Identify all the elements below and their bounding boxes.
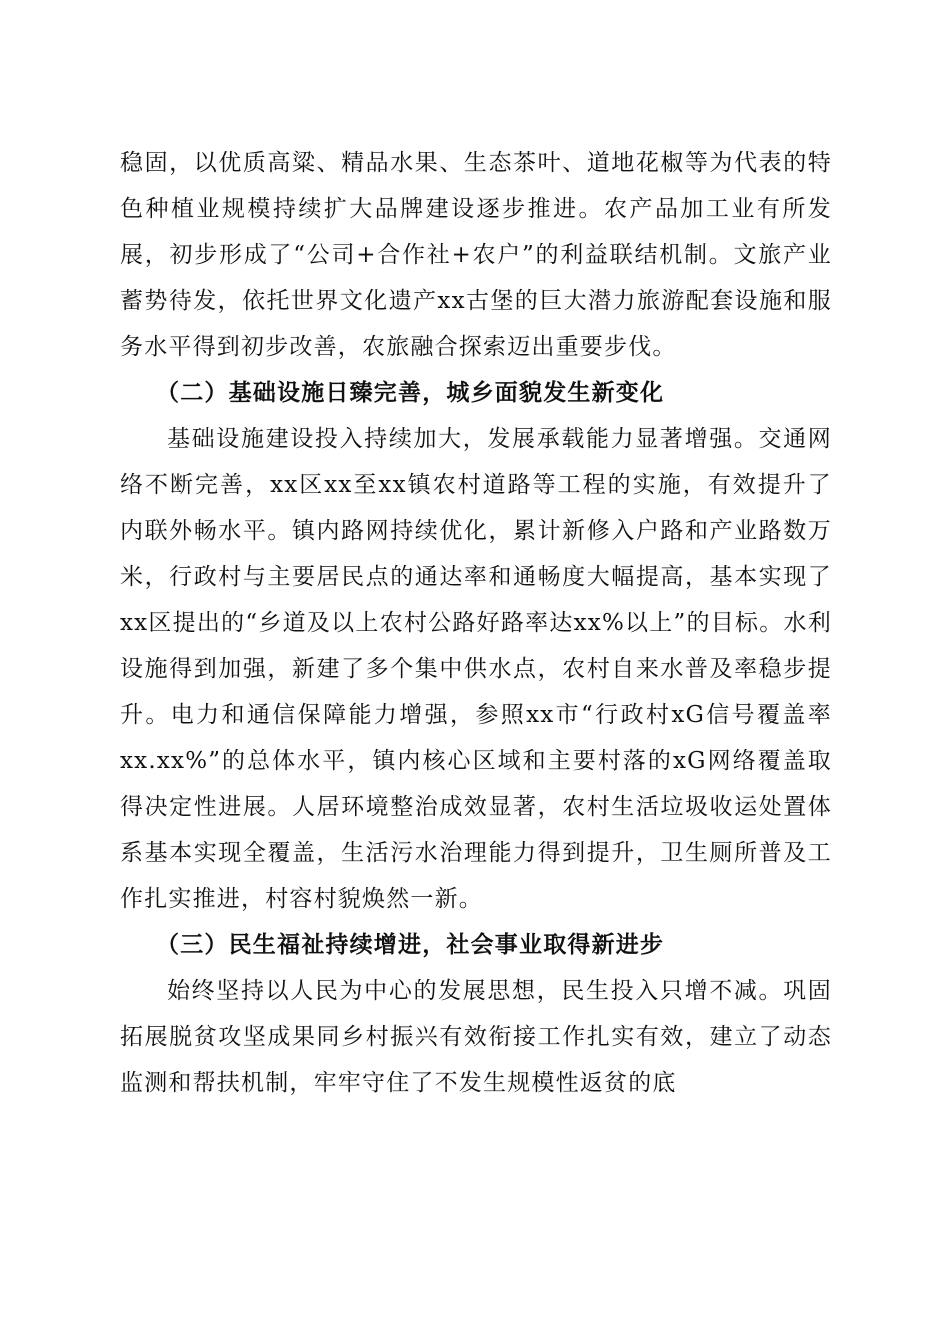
section-heading-infrastructure: （二）基础设施日臻完善，城乡面貌发生新变化 [156, 379, 665, 406]
paragraph-infrastructure: 基础设施建设投入持续加大，发展承载能力显著增强。交通网络不断完善，xx区xx至xx镇农村道路等工程的实施，有效提升了内联外畅水平。镇内路网持续优化，累计新修入户路和产业路数万米，行政村与主要居民点的通达率和通畅度大幅提高，基本实现了xx区提出的“乡道及以上农村公路好路率达xx%以上”的目标。水利设施得到加强，新建了多个集中供水点，农村自来水普及率稳步提升。电力和通信保障能力增强，参照xx市“行政村xG信号覆盖率xx.xx%”的总体水平，镇内核心区域和主要村落的xG网络覆盖取得决定性进展。人居环境整治成效显著，农村生活垃圾收运处置体系基本实现全覆盖，生活污水治理能力得到提升，卫生厕所普及工作扎实推进，村容村貌焕然一新。 [120, 426, 832, 912]
section-heading-livelihood: （三）民生福祉持续增进，社会事业取得新进步 [156, 931, 665, 958]
paragraph-livelihood: 始终坚持以人民为中心的发展思想，民生投入只增不减。巩固拓展脱贫攻坚成果同乡村振兴有效衔接工作扎实有效，建立了动态监测和帮扶机制，牢牢守住了不发生规模性返贫的底 [120, 978, 832, 1096]
paragraph-industry-continued: 稳固，以优质高粱、精品水果、生态茶叶、道地花椒等为代表的特色种植业规模持续扩大品牌建设逐步推进。农产品加工业有所发展，初步形成了“公司+合作社+农户”的利益联结机制。文旅产业蓄势待发，依托世界文化遗产xx古堡的巨大潜力旅游配套设施和服务水平得到初步改善，农旅融合探索迈出重要步伐。 [120, 150, 832, 360]
document-body [120, 140, 832, 1106]
